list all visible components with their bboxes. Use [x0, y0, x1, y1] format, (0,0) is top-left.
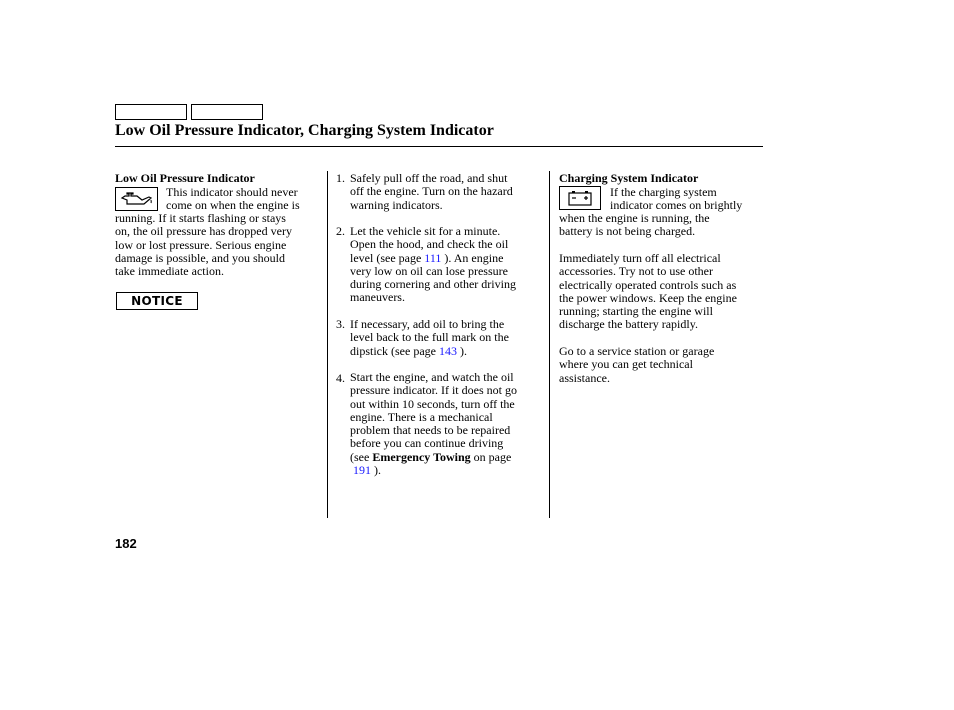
charging-text-indented: If the charging system indicator comes on brightly [610, 185, 743, 213]
page-link-191[interactable]: 191 [353, 463, 371, 478]
charging-text: when the engine is running, the battery is not being charged. [559, 211, 710, 239]
step-2-text: Let the vehicle sit for a minute. Open the hood, and check the oil level (see page 111 ). An engine very low on oil can lose pressure during cornering and other driving maneuvers. [350, 224, 516, 305]
step-4-number: 4. [336, 371, 345, 385]
charging-paragraph-2: Immediately turn off all electrical accessories. Try not to use other electrically operated controls such as the power windows. Keep the engine running; starting the engine will discharge the battery rapidly. [559, 251, 737, 332]
column-divider-2 [549, 171, 550, 518]
low-oil-heading: Low Oil Pressure Indicator [115, 171, 255, 185]
step-2-number: 2. [336, 224, 345, 238]
step-4-text: Start the engine, and watch the oil pressure indicator. If it does not go out within 10 seconds, turn off the engine. There is a mechanical problem that needs to be repaired before you can continue driving (see Emergency Towing on page 191 ). [350, 370, 517, 478]
header-tab-1 [115, 104, 187, 120]
step-3-number: 3. [336, 317, 345, 331]
step-3-text: If necessary, add oil to bring the level back to the full mark on the dipstick (see page 143 ). [350, 317, 509, 358]
low-oil-text: running. If it starts flashing or stays on, the oil pressure has dropped very low or lost pressure. Serious engine damage is possible, and you should take immediate action. [115, 211, 292, 279]
battery-icon [559, 186, 601, 210]
notice-label: NOTICE [116, 292, 198, 310]
charging-heading: Charging System Indicator [559, 171, 699, 185]
step-1-text: Safely pull off the road, and shut off the engine. Turn on the hazard warning indicators. [350, 171, 513, 212]
page-link-143[interactable]: 143 [438, 343, 457, 358]
header-tab-2 [191, 104, 263, 120]
column-divider-1 [327, 171, 328, 518]
emergency-towing-ref: Emergency Towing [372, 449, 471, 464]
page-title: Low Oil Pressure Indicator, Charging System Indicator [115, 122, 494, 139]
oil-can-icon [115, 187, 158, 211]
title-rule [115, 146, 763, 147]
page-number: 182 [115, 536, 137, 551]
step-1-number: 1. [336, 171, 345, 185]
page-link-111[interactable]: 111 [424, 250, 442, 265]
low-oil-text-indented: This indicator should never come on when the engine is [166, 185, 300, 213]
charging-paragraph-3: Go to a service station or garage where you can get technical assistance. [559, 344, 715, 385]
